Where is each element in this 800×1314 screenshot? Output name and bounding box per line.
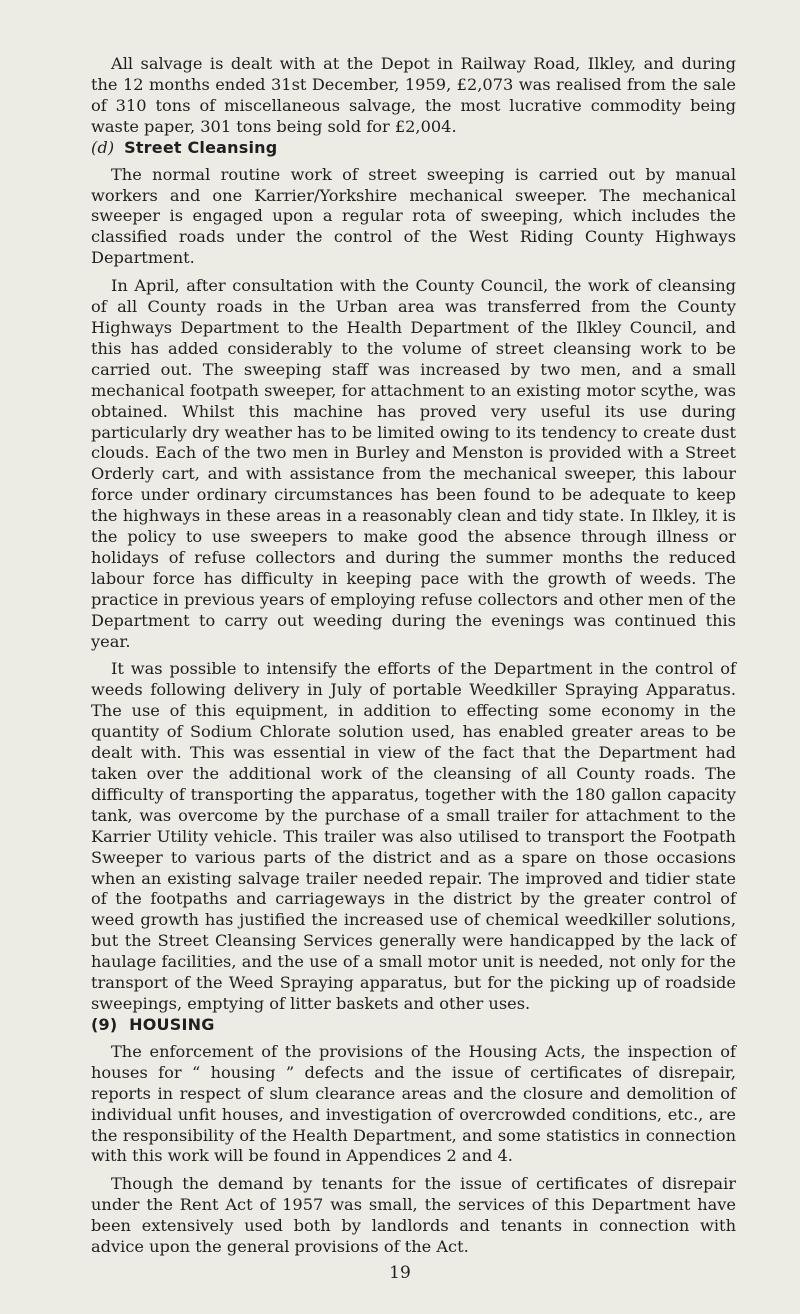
street-cleansing-heading (91, 138, 736, 158)
street-cleansing-paragraph-2: In April, after consultation with the County Council, the work of cleansing of all County roads in the Urban area was transferred from the County Highways Department to the Health Department of the Ilkley Council, and this has added considerably to the volume of street cleansing work to be carried out. The sweeping staff was increased by two men, and a small mechanical footpath sweeper, for attachment to an existing motor scythe, was obtained. Whilst this machine has proved very useful its use during particularly dry weather has to be limited owing to its tendency to create dust clouds. Each of the two men in Burley and Menston is provided with a Street Orderly cart, and with assistance from the mechanical sweeper, this labour force under ordinary circumstances has been found to be adequate to keep the highways in these areas in a reasonably clean and tidy state. In Ilkley, it is the policy to use sweepers to make good the absence through illness or holidays of refuse collectors and during the summer months the reduced labour force has difficulty in keeping pace with the growth of weeds. The practice in previous years of employing refuse collectors and other men of the Department to carry out weeding during the evenings was continued this year. (91, 276, 736, 651)
section-title: Street Cleansing (124, 137, 278, 157)
housing-paragraph-2: Though the demand by tenants for the issue of certificates of disrepair under the Rent Act of 1957 was small, the services of this Department have been extensively used both by landlords and tenants in connection with advice upon the general provisions of the Act. (91, 1174, 736, 1257)
page-number: 19 (389, 1263, 411, 1283)
section-title: HOUSING (129, 1014, 215, 1034)
housing-paragraph-1: The enforcement of the provisions of the Housing Acts, the inspection of houses for “ housing ” defects and the issue of certificates of disrepair, reports in respect of slum clearance areas and the closure and demolition of individual unfit houses, and investigation of overcrowded conditions, etc., are the responsibility of the Health Department, and some statistics in connection with this work will be found in Appendices 2 and 4. (91, 1041, 736, 1166)
section-number: (9) (91, 1014, 118, 1034)
housing-heading (91, 1015, 736, 1035)
street-cleansing-paragraph-1: The normal routine work of street sweeping is carried out by manual workers and one Karrier/Yorkshire mechanical sweeper. The mechanical sweeper is engaged upon a regular rota of sweeping, which includes the classified roads under the control of the West Riding County Highways Department. (91, 164, 736, 268)
intro-paragraph: All salvage is dealt with at the Depot in Railway Road, Ilkley, and during the 12 months ended 31st December, 1959, £2,073 was realised from the sale of 310 tons of miscellaneous salvage, the most lucrative commodity being waste paper, 301 tons being sold for £2,004. (91, 54, 736, 136)
section-marker: (d) (91, 137, 115, 157)
street-cleansing-paragraph-3: It was possible to intensify the efforts of the Department in the control of weeds following delivery in July of portable Weedkiller Spraying Apparatus. The use of this equipment, in addition to effecting some economy in the quantity of Sodium Chlorate solution used, has enabled greater areas to be dealt with. This was essential in view of the fact that the Department had taken over the additional work of the cleansing of all County roads. The difficulty of transporting the apparatus, together with the 180 gallon capacity tank, was overcome by the purchase of a small trailer for attachment to the Karrier Utility vehicle. This trailer was also utilised to transport the Footpath Sweeper to various parts of the district and as a spare on those occasions when an existing salvage trailer needed repair. The improved and tidier state of the footpaths and carriageways in the district by the greater control of weed growth has justified the increased use of chemical weedkiller solutions, but the Street Cleansing Services generally were handicapped by the lack of haulage facilities, and the use of a small motor unit is needed, not only for the transport of the Weed Spraying apparatus, but for the picking up of roadside sweepings, emptying of litter baskets and other uses. (91, 659, 736, 1013)
